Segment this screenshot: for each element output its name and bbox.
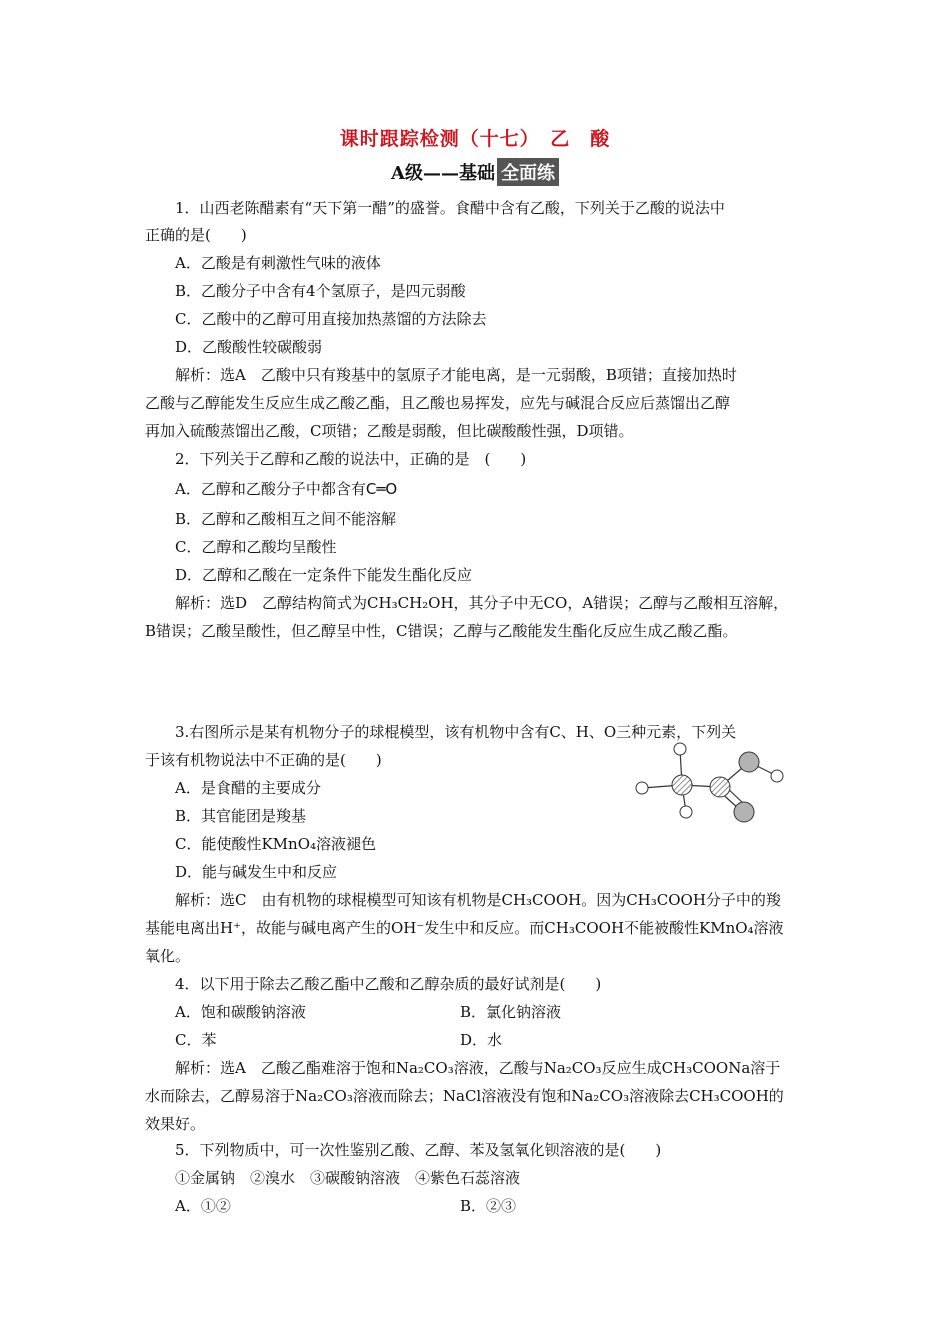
q1-analysis-line3: 再加入硫酸蒸馏出乙酸，C项错；乙酸是弱酸，但比碳酸酸性强，D项错。 <box>145 422 634 440</box>
q1-analysis-line1: 解析：选A 乙酸中只有羧基中的氢原子才能电离，是一元弱酸，B项错；直接加热时 <box>175 366 737 384</box>
level-badge: 全面练 <box>497 158 559 186</box>
q1-option-d: D．乙酸酸性较碳酸弱 <box>175 338 323 356</box>
q2-analysis-line2: B错误；乙酸呈酸性，但乙醇呈中性，C错误；乙醇与乙酸能发生酯化反应生成乙酸乙酯。 <box>145 622 738 640</box>
q3-stem-line1: 3.右图所示是某有机物分子的球棍模型，该有机物中含有C、H、O三种元素，下列关 <box>175 723 737 741</box>
q3-option-d: D．能与碱发生中和反应 <box>175 863 338 881</box>
q4-option-c: C．苯 <box>175 1031 217 1049</box>
carbon-atom <box>672 775 692 795</box>
q3-option-c: C．能使酸性KMnO₄溶液褪色 <box>175 835 377 853</box>
q2-option-a-text: A．乙醇和乙酸分子中都含有 <box>175 480 366 498</box>
q1-stem-line1: 1．山西老陈醋素有“天下第一醋”的盛誉。食醋中含有乙酸，下列关于乙酸的说法中 <box>175 199 725 217</box>
q2-option-a <box>175 479 397 499</box>
q1-analysis-line2: 乙酸与乙醇能发生反应生成乙酸乙酯，且乙酸也易挥发，应先与碱混合反应后蒸馏出乙醇 <box>145 394 731 412</box>
page-title: 课时跟踪检测（十七） 乙 酸 <box>339 128 611 150</box>
q3-analysis-line1: 解析：选C 由有机物的球棍模型可知该有机物是CH₃COOH。因为CH₃COOH分子中的羧 <box>175 891 781 909</box>
q3-stem-line2: 于该有机物说法中不正确的是( ) <box>145 751 382 769</box>
q5-stem: 5．下列物质中，可一次性鉴别乙酸、乙醇、苯及氢氧化钡溶液的是( ) <box>175 1141 662 1159</box>
carbon-atom <box>710 777 730 797</box>
q2-option-c: C．乙醇和乙酸均呈酸性 <box>175 538 337 556</box>
q1-option-c: C．乙酸中的乙醇可用直接加热蒸馏的方法除去 <box>175 310 487 328</box>
hydrogen-atom <box>674 743 686 755</box>
q3-option-b: B．其官能团是羧基 <box>175 807 307 825</box>
q1-option-a: A．乙酸是有刺激性气味的液体 <box>175 254 381 272</box>
q2-stem: 2．下列关于乙醇和乙酸的说法中，正确的是 ( ) <box>175 450 527 468</box>
hydrogen-atom <box>636 782 648 794</box>
q5-items: ①金属钠 ②溴水 ③碳酸钠溶液 ④紫色石蕊溶液 <box>175 1169 521 1187</box>
q4-analysis-line2: 水而除去，乙醇易溶于Na₂CO₃溶液而除去；NaCl溶液没有饱和Na₂CO₃溶液除去CH₃COOH的 <box>145 1087 784 1105</box>
carbonyl-group: C═O <box>365 480 398 498</box>
q4-stem: 4．以下用于除去乙酸乙酯中乙酸和乙醇杂质的最好试剂是( ) <box>175 975 602 993</box>
q4-analysis-line1: 解析：选A 乙酸乙酯难溶于饱和Na₂CO₃溶液，乙酸与Na₂CO₃反应生成CH₃COONa溶于 <box>175 1059 781 1077</box>
q5-option-b: B．②③ <box>460 1197 517 1215</box>
q3-analysis-line3: 氧化。 <box>145 947 191 965</box>
hydrogen-atom <box>680 806 692 818</box>
q4-option-a: A．饱和碳酸钠溶液 <box>175 1003 306 1021</box>
q4-analysis-line3: 效果好。 <box>145 1115 206 1133</box>
ball-stick-model-figure <box>625 720 795 830</box>
q4-option-b: B．氯化钠溶液 <box>460 1003 562 1021</box>
q1-stem-line2: 正确的是( ) <box>145 226 247 244</box>
q2-analysis-line1: 解析：选D 乙醇结构简式为CH₃CH₂OH，其分子中无CO，A错误；乙醇与乙酸相互溶解， <box>175 594 789 612</box>
q3-option-a: A．是食醋的主要成分 <box>175 779 321 797</box>
hydrogen-atom <box>771 770 783 782</box>
q4-option-d: D．水 <box>460 1031 503 1049</box>
level-prefix: A级——基础 <box>391 163 495 184</box>
level-heading <box>0 158 950 186</box>
q5-option-a: A．①② <box>175 1197 231 1215</box>
q3-analysis-line2: 基能电离出H⁺，故能与碱电离产生的OH⁻发生中和反应。而CH₃COOH不能被酸性KMnO₄溶液 <box>145 919 784 937</box>
q1-option-b: B．乙酸分子中含有4个氢原子，是四元弱酸 <box>175 282 466 300</box>
q2-option-b: B．乙醇和乙酸相互之间不能溶解 <box>175 510 397 528</box>
oxygen-atom <box>739 752 759 772</box>
q2-option-d: D．乙醇和乙酸在一定条件下能发生酯化反应 <box>175 566 473 584</box>
oxygen-atom <box>734 802 754 822</box>
